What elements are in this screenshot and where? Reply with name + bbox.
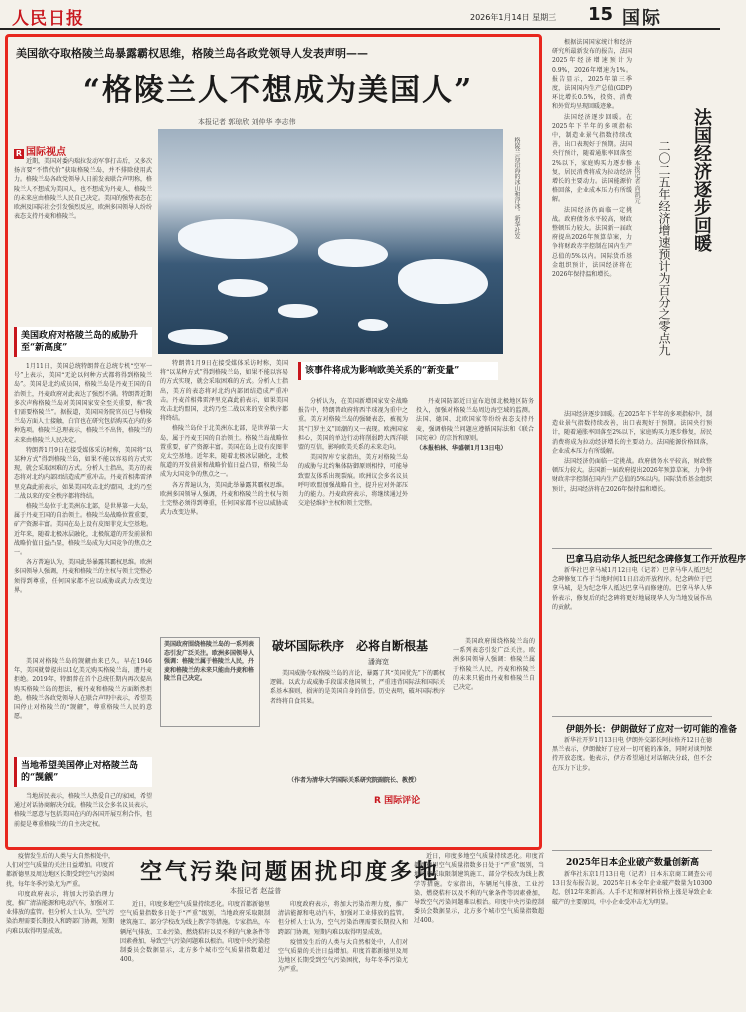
lead-body-col1c: 当地居民表示，格陵兰人热爱自己的家园，希望通过对话协商解决分歧。格陵兰议会多名议员表示，格陵兰愿意与包括美国在内的各国开展互利合作，但前提是尊重格陵兰的自主决定权。 — [14, 793, 153, 828]
india-byline: 本报记者 赵益普 — [230, 887, 282, 895]
subhead-3: 该事件将成为影响欧美关系的“新变量” — [298, 362, 498, 380]
lead-body-col2: 特朗普1月9日在接受媒体采访时称，美国将“以某种方式”得到格陵兰岛，如果不能以容易的方式实现，就会采取困难的方式。分析人士指出，美方的表态将对北约内部团结造成严重冲击。丹麦首相弗雷泽里克森此前表示，如果美国攻击北约盟国，北约乃至二战以来的安全秩序都将终结。 格陵兰岛位于北美洲东北部，是世界第一大岛，属于丹麦王国的自治领土。格陵兰岛战略位置重要，矿产资源丰富。美国在岛上设有皮图菲克太空基地。近年来，随着北极冰层融化，北极航道的开发前景和战略价值日益凸显，格陵兰岛成为大国竞争的焦点之一。 各方普遍认为，美国此举暴露其霸权思维。欧洲多国领导人强调，丹麦和格陵兰的主权与领土完整必须得到尊重，任何国家都不应以威胁或武力改变边界。 — [160, 360, 288, 517]
india-col-2: 印度政府表示，将加大污染治理力度，推广清洁能源和电动汽车，加强对工业排放的监管。但分析人士认为，空气污染治理需要长期投入和跨部门协调，短期内难以取得明显成效。 疫情发生后的人类与大自然相处中，人们对空气质量的关注日益增加。印度首都新德里及周边地区长期受到空气污染困扰，每年冬季污染尤为严重。 — [278, 901, 408, 974]
lead-body-col1b: 美国对格陵兰岛的觊觎由来已久。早在1946年，美国就曾提出以1亿美元购买格陵兰岛，遭丹麦拒绝。2019年，特朗普在首个总统任期内再次提出购买格陵兰岛的想法，被丹麦和格陵兰方面断然拒绝。格陵兰各政党领导人在联合声明中表示，希望美国停止对格陵兰的“觊觎”，尊重格陵兰人民的意愿。 — [14, 658, 153, 721]
iceberg-photo — [158, 129, 503, 354]
newspaper-logo: 人民日报 — [12, 9, 84, 29]
dateline: 2026年1月14日 星期三 — [470, 13, 557, 22]
divider — [552, 716, 712, 717]
page-number: 15 — [588, 4, 614, 25]
lead-headline: “格陵兰人不想成为美国人” — [82, 73, 474, 108]
subhead-1: 美国政府对格陵兰岛的威胁升至“新高度” — [14, 327, 152, 357]
photo-caption: 格陵兰岛沿海的冰山和浮冰。新华社发 — [513, 137, 520, 239]
essay-author: 潘海宽 — [368, 658, 389, 666]
lead-body-col4: 丹麦国防部近日宣布追加北极地区防务投入，加强对格陵兰岛周边海空域的监测。法国、德国、北欧国家等纷纷表态支持丹麦，强调格陵兰问题应遵循国际法和《联合国宪章》的宗旨和原则。 （本报柏林、华盛顿1月13日电） — [416, 398, 534, 453]
france-subhead: 二〇二五年经济增速预计为百分之零点九 — [657, 140, 671, 356]
india-col-1: 近日，印度多地空气质量持续恶化。印度首都新德里空气质量指数多日处于“严重”级别，当地政府采取限制建筑施工、部分学校改为线上教学等措施。专家指出，车辆尾气排放、工业污染、燃烧秸秆以及不利的气象条件等因素叠加，导致空气污染问题难以根治。印度中央污染控制委员会数据显示，北方多个城市空气质量指数超过400。 — [120, 901, 271, 964]
essay-body-side: 美国政府围绕格陵兰岛的一系列表态引发广泛关注。欧洲多国领导人强调：格陵兰属于格陵兰人民，丹麦和格陵兰的未来只能由丹麦和格陵兰自己决定。 — [453, 638, 535, 692]
section-title: 国际 — [622, 8, 662, 29]
lead-kicker: 美国欲夺取格陵兰岛暴露霸权思维，格陵兰岛各政党领导人发表声明—— — [16, 47, 368, 60]
essay-note: （作者为清华大学国际关系研究院副院长、教授） — [288, 777, 421, 784]
sidebar-box: 美国政府围绕格陵兰岛的一系列表态引发广泛关注。欧洲多国领导人强调：格陵兰属于格陵兰人民，丹麦和格陵兰的未来只能由丹麦和格陵兰自己决定。 — [160, 637, 260, 727]
india-left-text: 疫情发生后的人类与大自然相处中，人们对空气质量的关注日益增加。印度首都新德里及周边地区长期受到空气污染困扰，每年冬季污染尤为严重。 印度政府表示，将加大污染治理力度，推广清洁能源和电动汽车，加强对工业排放的监管。但分析人士认为，空气污染治理需要长期投入和跨部门协调，短期内难以取得明显成效。 — [6, 853, 115, 935]
commentary-tag: R 国际评论 — [374, 796, 421, 806]
divider — [552, 548, 712, 549]
iran-text: 新华社开罗1月13日电 伊朗外交部长阿拉格齐12日在德黑兰表示，伊朗做好了应对一切可能的准备，同时对谈判保持开放态度。他表示，伊方希望通过对话解决分歧，但不会在压力下让步。 — [552, 737, 712, 772]
essay-body: 美国威胁夺取格陵兰岛的言论，暴露了其“美国优先”下的霸权逻辑。以武力或威胁手段谋求他国领土，严重违背国际法和国际关系基本准则，损害的是美国自身的信誉。历史表明，破坏国际秩序者终将自食其果。 — [270, 670, 445, 705]
essay-title-1: 破坏国际秩序 — [272, 639, 345, 653]
iran-title: 伊朗外长：伊朗做好了应对一切可能的准备 — [566, 725, 738, 735]
essay-title-2: 必将自断根基 — [356, 639, 429, 653]
india-headline: 空气污染问题困扰印度多地 — [139, 859, 440, 885]
r-badge-icon: R — [15, 149, 23, 158]
lead-intro: 近期，美国对委内瑞拉发动军事打击后，又多次扬言要“不惜代价”获取格陵兰岛，并不排除使用武力。格陵兰岛各政党领导人日前发表联合声明称，格陵兰人不想成为美国人，也不想成为丹麦人，格陵兰的未来应由格陵兰人民自己决定。美国的强势表态在欧洲及国际社会引发强烈反应，欧洲多国领导人纷纷表态支持丹麦和格陵兰。 — [14, 158, 153, 221]
divider — [552, 850, 712, 851]
india-col-3: 近日，印度多地空气质量持续恶化。印度首都新德里空气质量指数多日处于“严重”级别，当地政府采取限制建筑施工、部分学校改为线上教学等措施。专家指出，车辆尾气排放、工业污染、燃烧秸秆以及不利的气象条件等因素叠加，导致空气污染问题难以根治。印度中央污染控制委员会数据显示，北方多个城市空气质量指数超过400。 — [414, 853, 544, 925]
section-tag: R 国际视点 — [15, 147, 66, 158]
france-headline: 法国经济逐步回暖 — [691, 108, 712, 252]
panama-title: 巴拿马启动华人抵巴纪念碑修复工作开放程序 — [566, 555, 746, 565]
japan-title: 2025年日本企业破产数量创新高 — [566, 858, 700, 868]
panama-text: 新华社巴拿马城1月12日电（记者）巴拿马华人抵巴纪念碑修复工作于当地时间11日启动开放程序。纪念碑位于巴拿马城，是为纪念华人抵达巴拿马而修建的。巴拿马华人华侨表示，修复后的纪念碑将更好地展现华人为当地发展作出的贡献。 — [552, 567, 712, 611]
lead-byline: 本报记者 郭琼欣 刘仲华 李志伟 — [198, 118, 296, 126]
france-text-1: 根据法国国家统计和经济研究所最新发布的报告，法国2025年经济增速预计为0.9%，2026年增速为1%。报告显示，2025年第三季度，法国国内生产总值(GDP)环比增长0.5%，投资、消费和外贸均呈现回暖迹象。 法国经济逐步回暖。在2025年下半年的多项指标中，制造业景气指数持续改善，出口表现好于预期。法国央行预计，随着通胀率回落至2%以下，家庭购买力逐步修复，居民消费将成为拉动经济增长的主要动力。法国能源价格回落，企业成本压力有所缓解。 法国经济仍面临一定挑战。政府债务水平较高，财政整顿压力较大。法国新一届政府提出2026年预算草案，力争将财政赤字控制在国内生产总值的5%以内。国际货币基金组织预计，法国经济将在2026年保持温和增长。 — [552, 39, 632, 279]
masthead — [0, 0, 720, 30]
lead-story-highlight[interactable] — [5, 34, 542, 850]
lead-body-col3: 分析认为，在美国新增国家安全战略报告中，特朗普政府将西半球视为重中之重。美方对格陵兰岛的强硬表态，被视为其“门罗主义”回潮的又一表现。欧洲国家担心，美国的单边行动将削弱跨大西洋联盟的互信，影响欧美关系的未来走向。 美国智库专家指出，美方对格陵兰岛的威胁与北约集体防御原则相悖，可能导致盟友体系出现裂痕。欧洲议会多名议员呼吁欧盟加强战略自主，提升应对外部压力的能力。丹麦政府表示，将继续通过外交途径维护主权和领土完整。 — [298, 398, 408, 508]
japan-text: 新华社东京1月13日电（记者）日本东京商工调查公司13日发布报告说，2025年日本全年企业破产数量为10300起，创12年来新高。人手不足和原材料价格上涨是导致企业破产的主要原因，中小企业受冲击尤为明显。 — [552, 871, 712, 906]
france-byline: 本报记者 尚凯元 — [633, 160, 640, 204]
subhead-2: 当地希望美国停止对格陵兰岛的“觊觎” — [14, 757, 152, 787]
lead-body-col1: 1月11日，美国总统特朗普在总统专机“空军一号”上表示，美国“无论以何种方式都将得到格陵兰岛”。美国是北约成员国，格陵兰岛是丹麦王国的自治领土，丹麦政府对此表达了强烈不满。特朗普近期多次声称格陵兰岛对美国国家安全至关重要，称“我们需要格陵兰”。据报道，美国国务院官员已与格陵兰岛方面人士接触，白宫也在研究包括购买在内的多种选项。格陵兰总理表示，格陵兰不出售，格陵兰的未来由格陵兰人民决定。 特朗普1月9日在接受媒体采访时称，美国将“以某种方式”得到格陵兰岛，如果不能以容易的方式实现，就会采取困难的方式。分析人士指出，美方的表态将对北约内部团结造成严重冲击。丹麦首相弗雷泽里克森此前表示，如果美国攻击北约盟国，北约乃至二战以来的安全秩序都将终结。 格陵兰岛位于北美洲东北部，是世界第一大岛，属于丹麦王国的自治领土。格陵兰岛战略位置重要，矿产资源丰富。美国在岛上设有皮图菲克太空基地。近年来，随着北极冰层融化，北极航道的开发前景和战略价值日益凸显，格陵兰岛成为大国竞争的焦点之一。 各方普遍认为，美国此举暴露其霸权思维。欧洲多国领导人强调，丹麦和格陵兰的主权与领土完整必须得到尊重，任何国家都不应以威胁或武力改变边界。 — [14, 363, 153, 594]
france-text-2: 法国经济逐步回暖。在2025年下半年的多项指标中，制造业景气指数持续改善，出口表现好于预期。法国央行预计，随着通胀率回落至2%以下，家庭购买力逐步修复，居民消费将成为拉动经济增长的主要动力。法国能源价格回落，企业成本压力有所缓解。 法国经济仍面临一定挑战。政府债务水平较高，财政整顿压力较大。法国新一届政府提出2026年预算草案，力争将财政赤字控制在国内生产总值的5%以内。国际货币基金组织预计，法国经济将在2026年保持温和增长。 — [552, 411, 712, 493]
